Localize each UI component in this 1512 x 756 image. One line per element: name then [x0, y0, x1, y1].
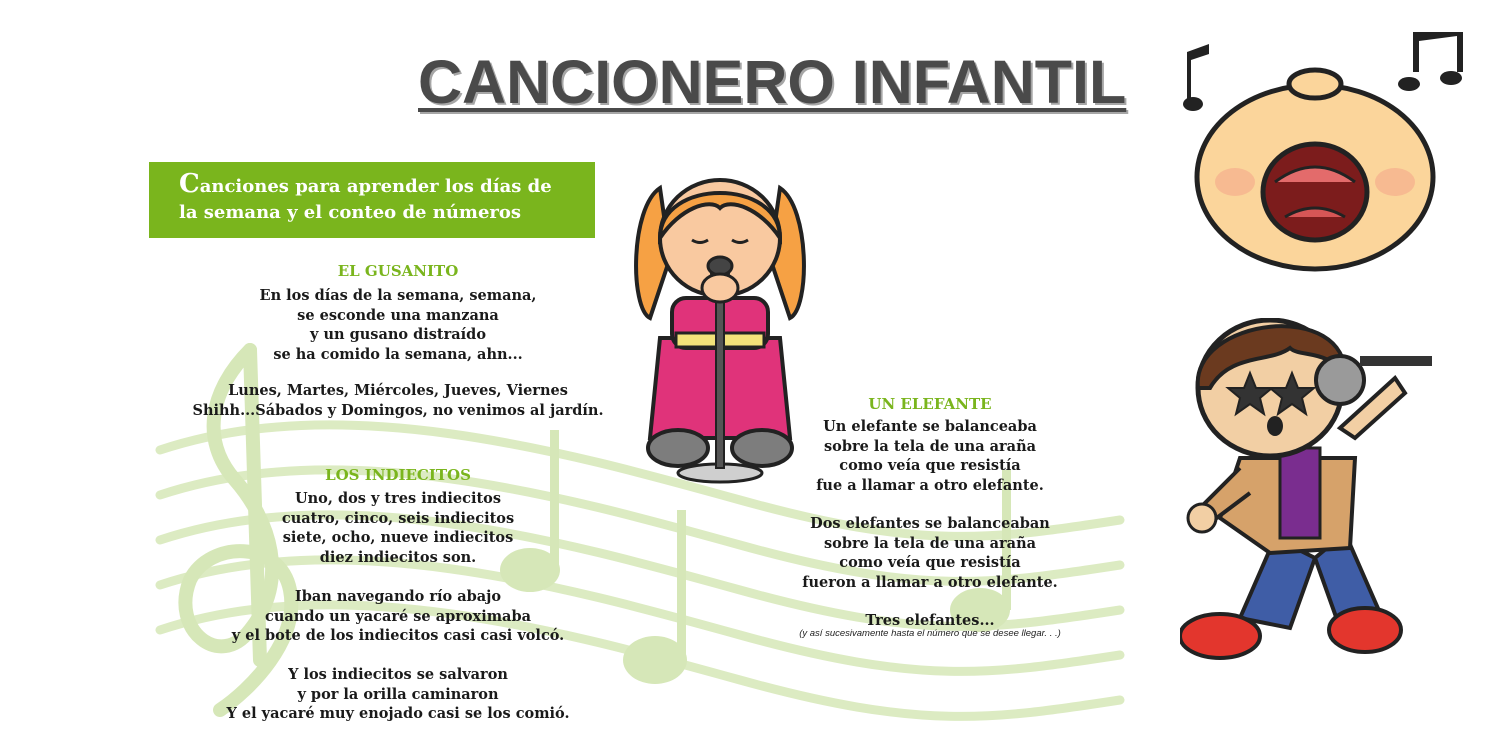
section-banner — [149, 162, 595, 238]
lyric-line: sobre la tela de una araña — [823, 437, 1037, 455]
lyric-line: como veía que resistía — [839, 457, 1021, 474]
section-banner-line1: anciones para aprender los días de — [199, 176, 552, 197]
song-title-indiecitos: LOS INDIECITOS — [325, 466, 471, 484]
song-stanza — [178, 381, 618, 420]
lyric-line: se ha comido la semana, ahn... — [273, 345, 523, 363]
singing-girl-illustration — [630, 168, 810, 493]
lyric-line: y un gusano distraído — [310, 326, 486, 343]
song-title-elefante: UN ELEFANTE — [868, 395, 992, 413]
song-stanza — [198, 286, 598, 364]
lyric-line: fueron a llamar a otro elefante. — [802, 573, 1058, 591]
lyric-line: Y el yacaré muy enojado casi se los comió. — [226, 705, 570, 722]
lyric-line: cuatro, cinco, seis indiecitos — [281, 509, 515, 527]
lyric-line: Lunes, Martes, Miércoles, Jueves, Viernes — [228, 382, 568, 399]
lyric-line: En los días de la semana, semana, — [259, 287, 537, 304]
section-banner-line2: la semana y el conteo de números — [179, 202, 522, 223]
lyric-line: Y los indiecitos se salvaron — [288, 666, 508, 683]
song-stanza — [198, 665, 598, 724]
lyric-line: Uno, dos y tres indiecitos — [294, 490, 502, 507]
lyric-line: Shihh...Sábados y Domingos, no venimos al jardín. — [192, 401, 604, 419]
lyric-line: Tres elefantes... — [865, 612, 995, 629]
lyric-line: y por la orilla caminaron — [297, 685, 499, 703]
lyric-line: siete, ocho, nueve indiecitos — [282, 529, 514, 546]
singing-face-illustration — [1175, 32, 1475, 272]
song-stanza — [198, 587, 598, 646]
lyric-line: Iban navegando río abajo — [294, 588, 502, 605]
song-note: (y así sucesivamente hasta el número que se desee llegar. . .) — [799, 628, 1061, 639]
lyric-line: cuando un yacaré se aproximaba — [265, 607, 531, 625]
lyric-line: Dos elefantes se balanceaban — [810, 515, 1050, 532]
song-stanza — [770, 514, 1090, 592]
lyric-line: sobre la tela de una araña — [823, 534, 1037, 552]
lyric-line: se esconde una manzana — [297, 306, 499, 324]
rockstar-boy-illustration — [1180, 318, 1450, 668]
song-stanza — [198, 489, 598, 567]
lyric-line: y el bote de los indiecitos casi casi volcó. — [231, 627, 565, 644]
song-stanza — [780, 417, 1080, 495]
lyric-line: fue a llamar a otro elefante. — [816, 476, 1044, 494]
section-banner-initial: C — [179, 169, 200, 199]
song-title-gusanito: EL GUSANITO — [337, 262, 459, 280]
lyric-line: Un elefante se balanceaba — [823, 418, 1037, 435]
page-title: CANCIONERO INFANTIL — [418, 48, 1127, 116]
lyric-line: diez indiecitos son. — [319, 548, 477, 566]
lyric-line: como veía que resistía — [839, 554, 1021, 571]
